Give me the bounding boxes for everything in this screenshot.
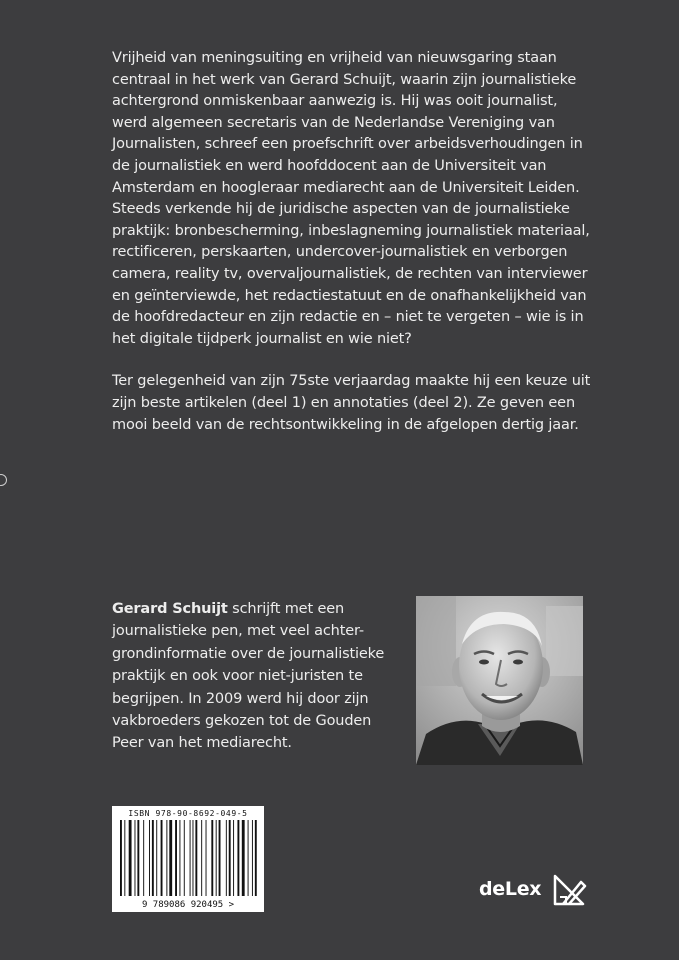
blurb-text [112, 48, 592, 457]
isbn-label: ISBN 978-90-8692-049-5 [128, 809, 248, 818]
barcode-bar [143, 820, 144, 896]
barcode-bar [184, 820, 185, 896]
barcode-bar [195, 820, 197, 896]
blurb-paragraph-2: Ter gelegenheid van zijn 75ste verjaardag maakte hij een keuze uit zijn beste artikelen (deel 1) en annotaties (deel 2). Ze geven een mooi beeld van de rechtsontwikkeling in de afgelopen dertig jaar. [112, 373, 591, 433]
barcode-bar [226, 820, 227, 896]
author-photo [416, 596, 583, 765]
barcode-bar [193, 820, 194, 896]
barcode-bar [129, 820, 132, 896]
barcode-bar [135, 820, 136, 896]
blurb-paragraph-1: Vrijheid van meningsuiting en vrijheid van nieuwsgaring staan centraal in het werk van Gerard Schuijt, waarin zijn journalistieke achtergrond onmiskenbaar aanwezig is. Hij was ooit journalist, werd algemeen secretaris van de Nederlandse Vereniging van Journalisten, schreef een proefschrift over arbeidsverhoudingen in de journalistiek en werd hoofddocent aan de Universiteit van Amsterdam en hoogleraar mediarecht aan de Universiteit Leiden. Steeds verkende hij de juridische aspecten van de journalistieke praktijk: bronbescherming, inbeslagneming journalistiek materiaal, rectificeren, perskaarten, undercover-journalistiek en verborgen camera, reality tv, overvaljournalistiek, de rechten van interviewer en geïnterviewde, het redactiestatuut en de onafhankelijkheid van de hoofdredacteur en zijn redactie en – niet te vergeten – wie is in het digitale tijdperk journalist en wie niet? [112, 50, 590, 347]
barcode-bar [229, 820, 231, 896]
author-portrait-image [416, 596, 583, 765]
barcode-bar [175, 820, 177, 896]
barcode-bar [156, 820, 157, 896]
publisher-logo-icon [551, 872, 587, 908]
author-name: Gerard Schuijt [112, 601, 228, 617]
registration-mark [0, 474, 7, 486]
barcode-bar [152, 820, 154, 896]
barcode-bar [179, 820, 180, 896]
barcode-bar [237, 820, 239, 896]
barcode-bar [248, 820, 249, 896]
publisher-logo-text: deLex [479, 878, 542, 900]
barcode-bar [161, 820, 163, 896]
barcode-bar [216, 820, 217, 896]
barcode-bar [201, 820, 202, 896]
barcode-bar [211, 820, 213, 896]
barcode-bar [166, 820, 167, 896]
barcode-bar [219, 820, 221, 896]
isbn-barcode [112, 806, 264, 912]
barcode-bar [169, 820, 172, 896]
barcode-bar [120, 820, 122, 896]
author-bio-text: schrijft met een journalistieke pen, met veel achter-grondinformatie over de journalistieke praktijk en ook voor niet-juristen te begrijpen. In 2009 werd hij door zijn vakbroeders gekozen tot de Gouden Peer van het mediarecht. [112, 601, 385, 752]
barcode-image [112, 806, 264, 912]
barcode-bar [242, 820, 245, 896]
barcode-bar [124, 820, 125, 896]
barcode-digits: 9 789086 920495 > [141, 900, 235, 910]
barcode-bar [252, 820, 253, 896]
barcode-bar [206, 820, 207, 896]
barcode-bar [149, 820, 150, 896]
barcode-bar [190, 820, 191, 896]
author-bio [112, 598, 404, 755]
barcode-bar [233, 820, 234, 896]
barcode-bar [255, 820, 257, 896]
barcode-bar [137, 820, 139, 896]
